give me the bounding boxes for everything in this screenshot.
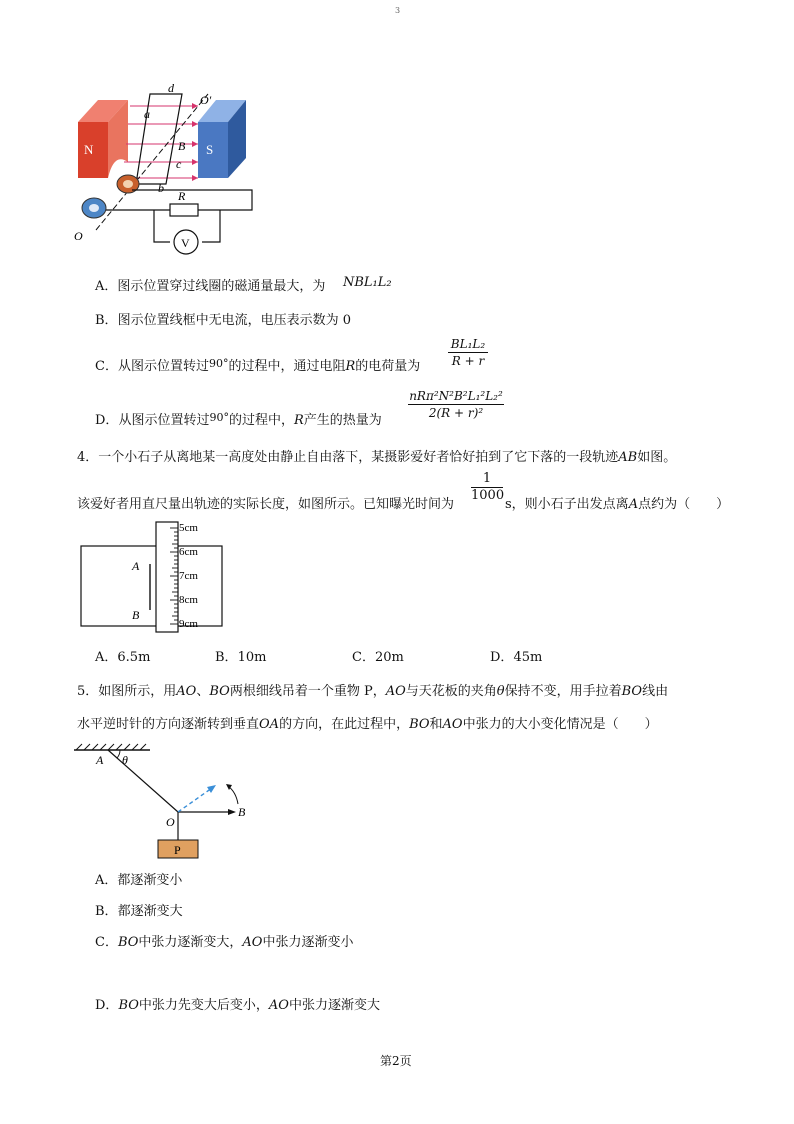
q5-stem-line-1 <box>77 684 668 700</box>
label-b: b <box>158 181 164 195</box>
ruler-mark-5cm: 5cm <box>179 522 198 534</box>
resistor-r <box>170 204 198 216</box>
ruler <box>156 522 178 632</box>
string-ao <box>108 750 178 812</box>
magnetic-field-lines <box>122 106 198 178</box>
page-number: 第2页 <box>380 1054 412 1068</box>
question-text: 、 <box>196 684 210 699</box>
question-text: 与天花板的夹角 <box>405 684 497 699</box>
option-label: D． <box>95 413 119 428</box>
option-text: 从图示位置转过 <box>118 413 210 428</box>
fraction-numerator: 1 <box>482 471 492 486</box>
ruler-mark-9cm: 9cm <box>179 618 198 630</box>
label-a: a <box>144 107 150 121</box>
question-number: 4． <box>77 450 99 465</box>
option-value: 20m <box>374 650 404 665</box>
rotated-arrow-head <box>207 785 216 793</box>
option-label: D． <box>490 650 514 665</box>
q4-option-a <box>95 646 150 665</box>
point-a-label: A <box>132 559 140 573</box>
label-theta: θ <box>122 753 128 767</box>
segment-symbol: BO <box>209 684 230 699</box>
option-label: B． <box>95 904 118 919</box>
label-v: V <box>181 236 190 250</box>
q5-option-a <box>95 873 182 889</box>
question-text: 如图。 <box>637 450 677 465</box>
question-text: 一个小石子从离地某一高度处由静止自由落下，某摄影爱好者恰好拍到了它下落的一段轨迹 <box>98 450 619 465</box>
q3-option-c <box>95 359 420 375</box>
q4-option-c <box>352 646 404 665</box>
option-text: 的过程中，通过电阻 <box>228 359 346 374</box>
option-label: C． <box>352 650 375 665</box>
segment-symbol: BO <box>409 717 430 732</box>
option-value: 45m <box>513 650 543 665</box>
option-value: 6.5m <box>117 650 151 665</box>
label-o: O <box>74 229 83 243</box>
segment-symbol: AO <box>242 935 263 950</box>
question-text: 点约为（ ） <box>638 497 730 512</box>
q3-option-d-fraction <box>408 389 504 420</box>
segment-symbol: AO <box>176 684 197 699</box>
segment-symbol: BO <box>621 684 643 699</box>
field-arrow-1 <box>192 103 198 109</box>
ruler-mark-7cm: 7cm <box>179 570 198 582</box>
q4-option-b <box>215 646 266 665</box>
q3-option-b <box>95 313 351 329</box>
question-text: 和 <box>429 717 443 732</box>
q5-stem-line-2 <box>77 717 658 733</box>
option-text: 图示位置穿过线圈的磁通量最大，为 <box>117 279 326 294</box>
label-p: P <box>174 843 181 857</box>
question-text: 线由 <box>642 684 669 699</box>
fraction-denominator: R + r <box>451 354 485 368</box>
angle-symbol: θ <box>496 684 505 699</box>
photo-frame <box>81 546 222 626</box>
option-text: 的过程中， <box>228 413 294 428</box>
option-text: 产生的热量为 <box>303 413 382 428</box>
option-label: D． <box>95 998 119 1013</box>
q4-stem-line-2-end <box>505 497 729 513</box>
trajectory-symbol: AB <box>618 450 638 465</box>
rotated-string-direction <box>178 788 212 812</box>
option-text: 都逐渐变小 <box>117 873 183 888</box>
question-number: 5． <box>77 684 99 699</box>
tension-figure <box>72 742 252 860</box>
label-s: S <box>206 142 214 157</box>
brush-ring-center <box>89 204 99 212</box>
slip-ring-inner <box>123 180 133 188</box>
question-text: 保持不变，用手拉着 <box>504 684 622 699</box>
q3-option-a <box>95 279 325 295</box>
label-d: d <box>168 81 174 95</box>
option-label: C． <box>95 935 118 950</box>
question-text: ，则小石子出发点离 <box>511 497 629 512</box>
option-label: A． <box>95 873 118 888</box>
segment-symbol: AO <box>442 717 463 732</box>
q4-stem-line-2 <box>77 497 454 513</box>
segment-symbol: OA <box>259 717 280 732</box>
fraction-denominator: 1000 <box>471 488 505 503</box>
q4-exposure-fraction <box>471 472 503 503</box>
label-r: R <box>178 189 186 203</box>
option-text: 中张力逐渐变大， <box>138 935 243 950</box>
label-a: A <box>96 753 104 767</box>
point-symbol: A <box>628 497 639 512</box>
label-o-prime: O′ <box>200 93 212 107</box>
segment-symbol: AO <box>385 684 406 699</box>
option-text: 中张力逐渐变小 <box>262 935 354 950</box>
option-text: 都逐渐变大 <box>117 904 183 919</box>
q5-option-c <box>95 935 353 951</box>
question-text: 水平逆时针的方向逐渐转到垂直 <box>77 717 260 732</box>
option-text: 从图示位置转过 <box>117 359 209 374</box>
option-label: C． <box>95 359 118 374</box>
label-o: O <box>166 815 175 829</box>
field-arrow-3 <box>192 141 198 147</box>
segment-symbol: BO <box>118 998 139 1013</box>
angle-value: 90° <box>208 357 229 370</box>
label-b-field: B <box>178 139 186 153</box>
q5-option-d <box>95 998 380 1014</box>
field-arrow-2 <box>192 121 198 127</box>
option-label: B． <box>215 650 238 665</box>
angle-theta-arc <box>117 750 120 758</box>
question-text: 两根细线吊着一个重物 P， <box>229 684 386 699</box>
label-n: N <box>84 142 94 157</box>
fraction-numerator: BL₁L₂ <box>450 337 486 351</box>
q3-option-c-fraction <box>448 337 488 368</box>
option-label: B． <box>95 313 118 328</box>
q5-option-b <box>95 904 183 920</box>
ruler-figure <box>80 520 230 636</box>
q3-option-a-formula: NBL₁L₂ <box>343 275 392 290</box>
label-c: c <box>176 157 182 171</box>
angle-value: 90° <box>209 411 229 424</box>
question-text: 的方向，在此过程中， <box>279 717 410 732</box>
segment-symbol: AO <box>268 998 289 1013</box>
point-b-label: B <box>132 608 140 622</box>
label-b: B <box>238 805 246 819</box>
arrow-b <box>228 809 236 815</box>
option-label: A． <box>95 279 118 294</box>
ruler-mark-6cm: 6cm <box>179 546 198 558</box>
resistor-symbol: R <box>293 413 304 428</box>
q3-option-d <box>95 413 382 429</box>
question-text: 该爱好者用直尺量出轨迹的实际长度，如图所示。已知曝光时间为 <box>77 497 455 512</box>
option-text: 中张力先变大后变小， <box>138 998 269 1013</box>
fraction-numerator: nRπ²N²B²L₁²L₂² <box>409 389 503 403</box>
option-value: 10m <box>237 650 267 665</box>
option-label: A． <box>95 650 118 665</box>
segment-symbol: BO <box>117 935 139 950</box>
ceiling-hatch <box>76 744 146 750</box>
fraction-bar <box>408 404 504 405</box>
unit-symbol: s <box>505 497 512 512</box>
ruler-mark-8cm: 8cm <box>179 594 198 606</box>
resistor-symbol: R <box>345 359 356 374</box>
q4-option-d <box>490 646 542 665</box>
option-text: 图示位置线框中无电流，电压表示数为 0 <box>117 313 351 328</box>
option-text: 的电荷量为 <box>355 359 421 374</box>
q4-stem-line-1 <box>77 450 676 466</box>
fraction-bar <box>448 352 488 353</box>
page-mark: 3 <box>395 6 401 15</box>
field-arrow-4 <box>192 159 198 165</box>
generator-figure <box>70 82 270 252</box>
field-arrow-5 <box>192 175 198 181</box>
question-text: 如图所示，用 <box>98 684 177 699</box>
fraction-denominator: 2(R + r)² <box>428 406 484 420</box>
option-text: 中张力逐渐变大 <box>288 998 380 1013</box>
question-text: 中张力的大小变化情况是（ ） <box>462 717 658 732</box>
